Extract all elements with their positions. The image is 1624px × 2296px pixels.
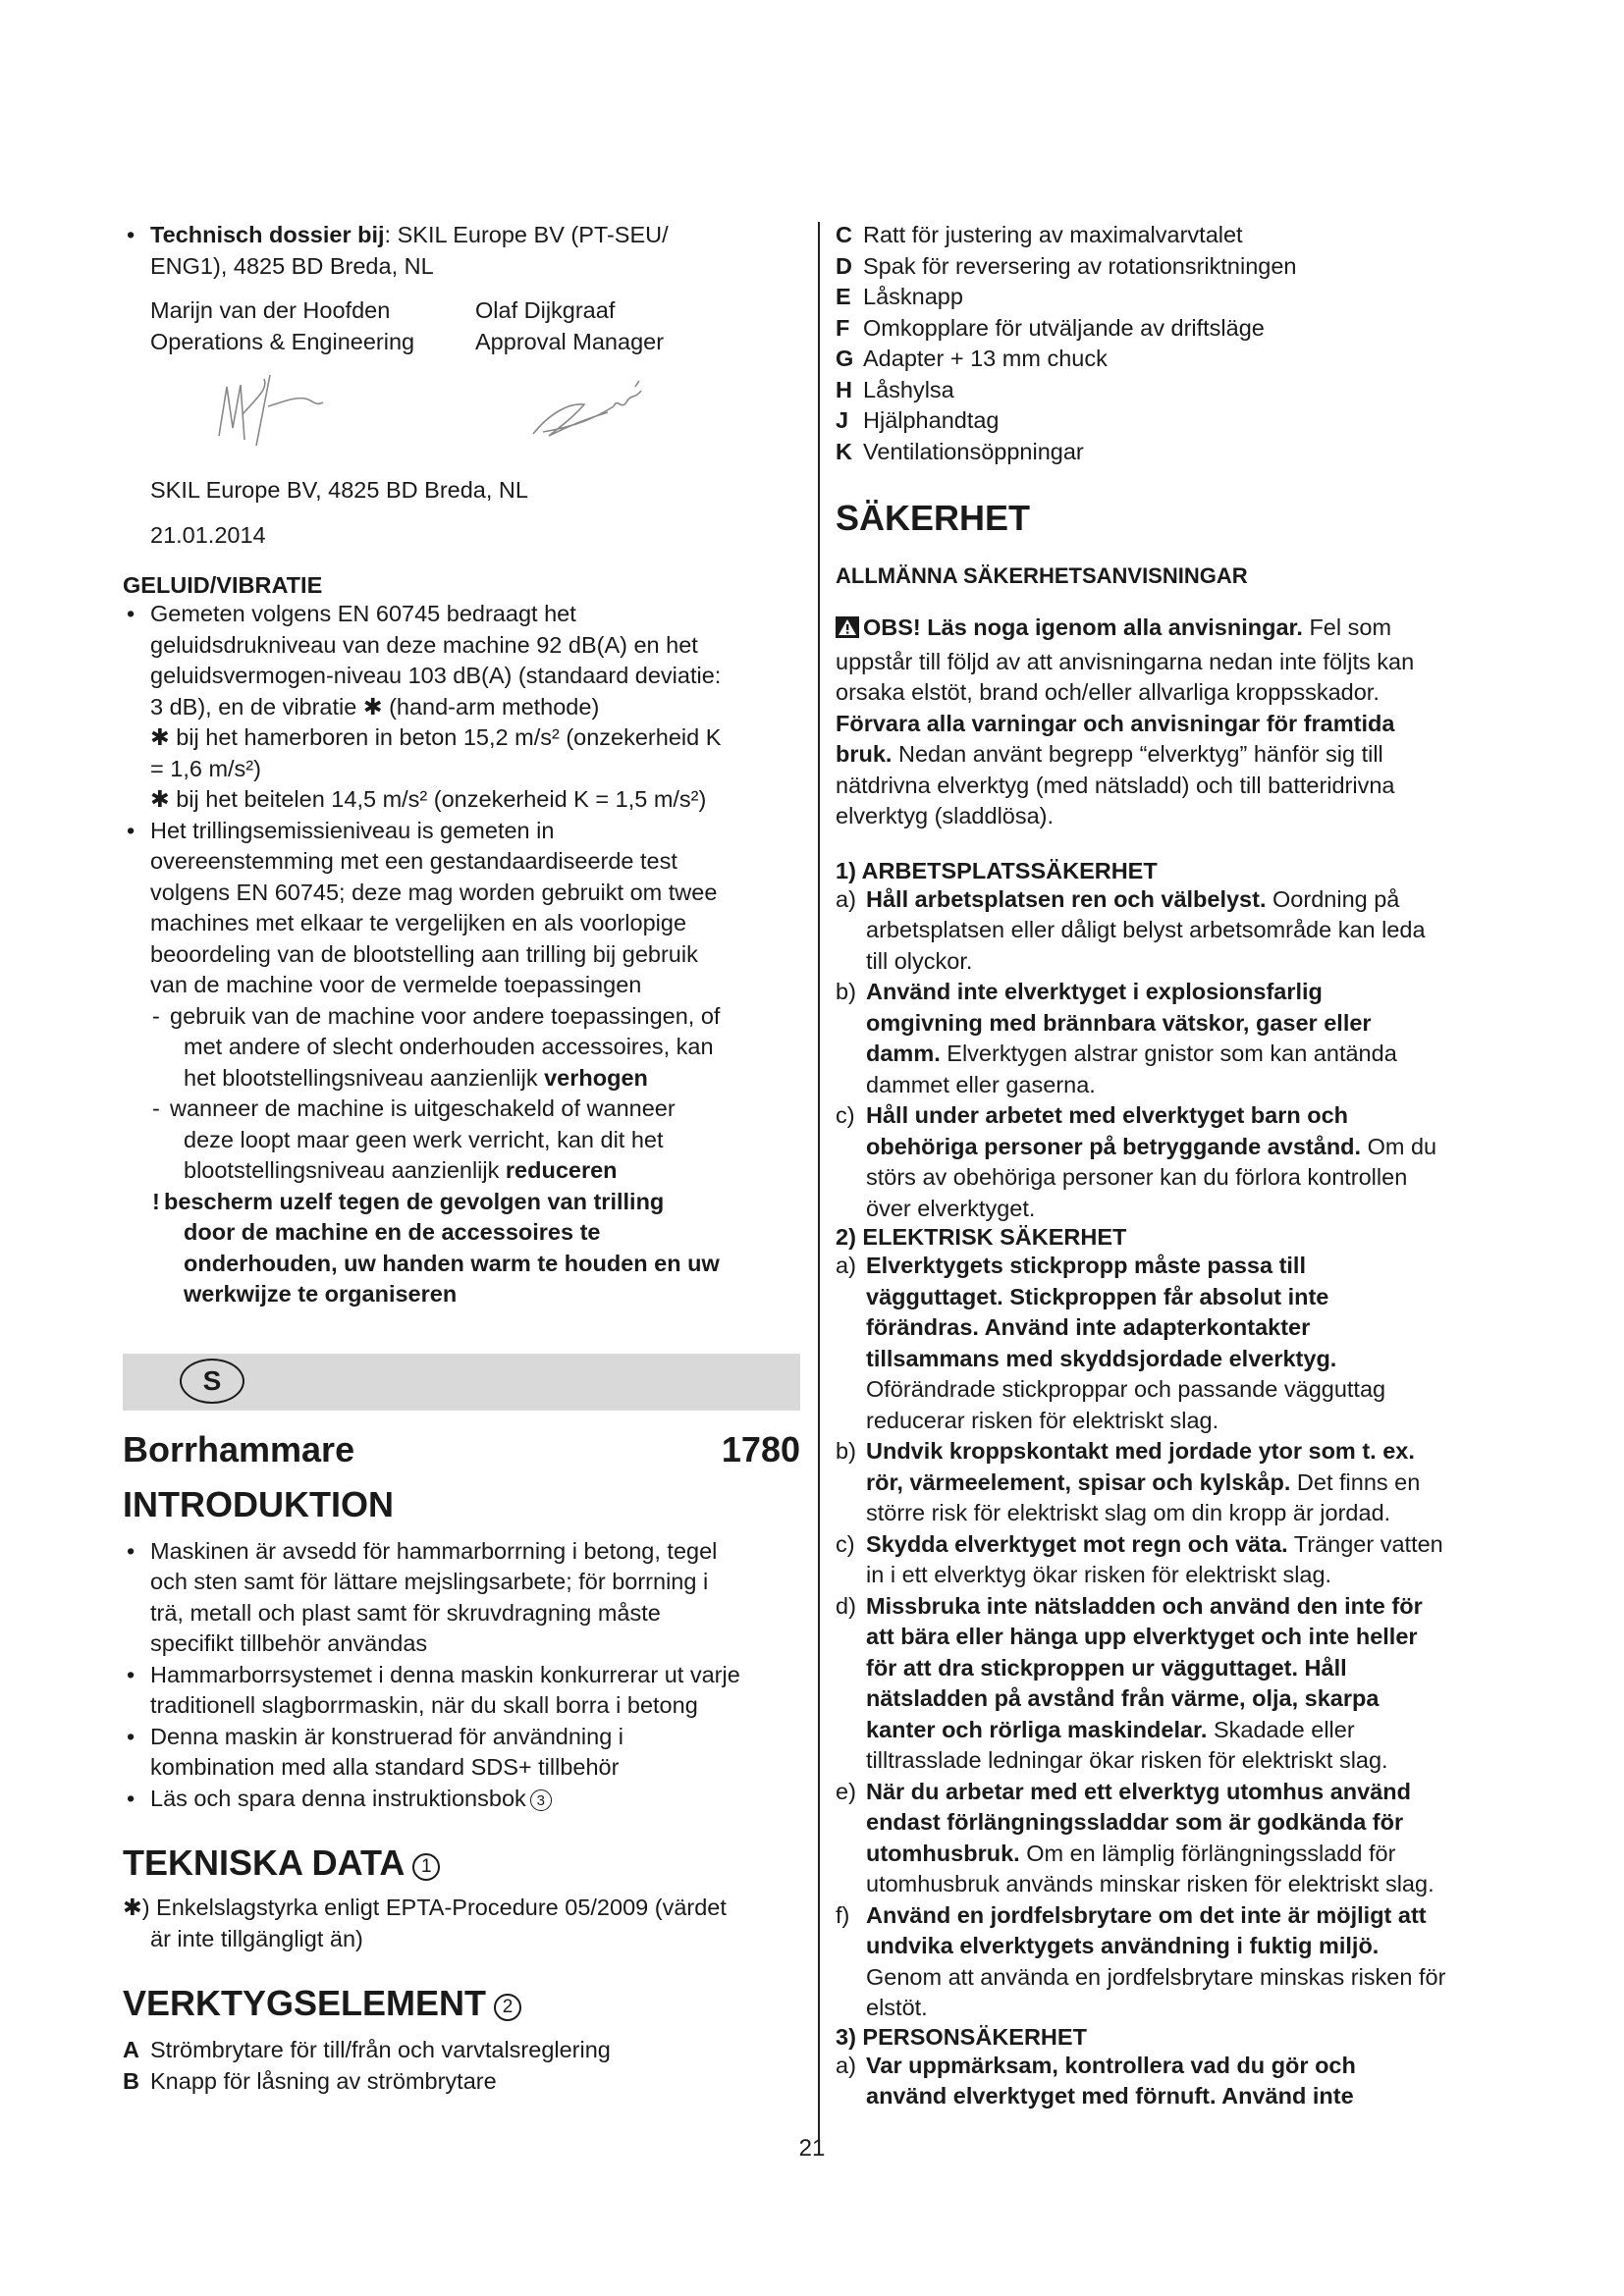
right-column	[836, 220, 1513, 2112]
item-letter: c)	[836, 1530, 855, 1557]
element-text: Låshylsa	[863, 376, 954, 402]
figure-ref-icon: 2	[494, 1994, 521, 2021]
element-letter: K	[836, 438, 852, 464]
text-line: Nedan använt begrepp “elverktyg” hänför sig till	[892, 741, 1383, 767]
tool-element-h	[836, 375, 1513, 406]
item-letter: b)	[836, 1438, 856, 1464]
safety-2e	[836, 1777, 1513, 1900]
signatory-role: Operations & Engineering	[150, 328, 415, 354]
signatory-2	[475, 295, 800, 357]
intro-bullet-3	[123, 1722, 800, 1784]
text-line: Fel som	[1302, 614, 1392, 640]
tool-element-k	[836, 437, 1513, 468]
declaration-date: 21.01.2014	[150, 521, 266, 548]
page-number: 21	[798, 2135, 826, 2162]
text-line: Elverktygen alstrar gnistor som kan antända	[940, 1041, 1397, 1066]
product-number: 1780	[721, 1428, 800, 1469]
text-line: bruk.	[836, 741, 893, 767]
element-text: Låsknapp	[863, 284, 963, 309]
bullet: •	[127, 1537, 135, 1564]
work-area-safety-heading: 1) ARBETSPLATSSÄKERHET	[836, 857, 1158, 883]
intro-bullet-1	[123, 1536, 800, 1660]
text-line: traditionell slagborrmaskin, när du skall borra i betong	[150, 1692, 698, 1718]
element-text: Spak för reversering av rotationsriktningen	[863, 252, 1297, 279]
text-line: rör, värmeelement, spisar och kylskåp.	[866, 1468, 1291, 1495]
safety-heading: SÄKERHET	[836, 498, 1031, 538]
text-line: kombination med alla standard SDS+ tillbehör	[150, 1754, 620, 1780]
text-line: dammet eller gaserna.	[866, 1071, 1096, 1097]
element-text: Ratt för justering av maximalvarvtalet	[863, 222, 1243, 247]
safety-3a	[836, 2051, 1513, 2112]
safety-2d	[836, 1591, 1513, 1777]
text-line: Genom att använda en jordfelsbrytare minskas risken för	[866, 1963, 1446, 1990]
signatory-name: Olaf Dijkgraaf	[475, 297, 616, 323]
item-letter: a)	[836, 2052, 856, 2078]
element-text: Ventilationsöppningar	[863, 438, 1084, 464]
intro-bullet-2	[123, 1660, 800, 1722]
figure-ref-icon: 3	[530, 1789, 552, 1811]
element-letter: E	[836, 284, 851, 309]
element-letter: J	[836, 407, 849, 433]
column-divider	[818, 222, 820, 2141]
text-line: door de machine en de accessoires te	[184, 1219, 601, 1245]
dossier-text: : SKIL Europe BV (PT-SEU/	[384, 222, 669, 247]
element-text: Omkopplare för utväljande av driftsläge	[863, 314, 1265, 341]
text-line: het blootstellingsniveau aanzienlijk	[184, 1064, 545, 1091]
text-line: elstöt.	[866, 1995, 928, 2020]
text-line: geluidsdrukniveau van deze machine 92 dB(A) en het	[150, 631, 698, 658]
text-line: och sten samt för lättare mejslingsarbete; för borrning i	[150, 1569, 709, 1594]
language-badge-icon: S	[180, 1359, 244, 1404]
element-letter: G	[836, 346, 854, 371]
emphasis: reduceren	[505, 1157, 618, 1183]
dash-item-2	[123, 1094, 800, 1187]
text-line: elverktyg (sladdlösa).	[836, 803, 1055, 828]
text-line: över elverktyget.	[866, 1195, 1036, 1221]
text-line: specifikt tillbehör användas	[150, 1630, 428, 1656]
dossier-text-2: ENG1), 4825 BD Breda, NL	[150, 252, 434, 279]
signatures	[123, 361, 800, 471]
text-line: wanneer de machine is uitgeschakeld of wanneer	[170, 1095, 676, 1121]
text-line: Hammarborrsystemet i denna maskin konkurrerar ut varje	[150, 1661, 740, 1687]
text-line: met andere of slecht onderhouden accessoires, kan	[184, 1034, 714, 1059]
safety-1a	[836, 884, 1513, 978]
text-line: Elverktygets stickpropp måste passa till	[866, 1253, 1306, 1278]
element-text: Adapter + 13 mm chuck	[863, 346, 1108, 371]
safety-1c	[836, 1100, 1513, 1224]
bullet: •	[127, 1723, 135, 1749]
company-address: SKIL Europe BV, 4825 BD Breda, NL	[150, 477, 528, 503]
bullet: •	[127, 1785, 135, 1811]
item-letter: a)	[836, 885, 856, 912]
dossier-label: Technisch dossier bij	[150, 222, 385, 247]
text-line: beoordeling van de blootstelling aan trilling bij gebruik	[150, 940, 698, 967]
element-letter: D	[836, 252, 852, 279]
text-line: bescherm uzelf tegen de gevolgen van trilling	[164, 1188, 665, 1214]
text-line: Läs och spara denna instruktionsbok	[150, 1785, 526, 1811]
text-line: Om du	[1361, 1133, 1437, 1159]
signatory-role: Approval Manager	[475, 328, 665, 354]
safety-2a	[836, 1251, 1513, 1436]
intro-bullet-4	[123, 1784, 800, 1815]
text-line: Oförändrade stickproppar och passande vägguttag	[866, 1376, 1386, 1402]
text-line: När du arbetar med ett elverktyg utomhus använd	[866, 1778, 1412, 1804]
text-line: förändras. Använd inte adapterkontakter	[866, 1314, 1311, 1340]
noise-bullet-2	[123, 816, 800, 1001]
text-line: till olyckor.	[866, 947, 973, 974]
text-line: kanter och rörliga maskindelar.	[866, 1716, 1208, 1742]
bullet: •	[127, 817, 135, 843]
text-line: gebruik van de machine voor andere toepassingen, of	[170, 1002, 721, 1029]
text-line: Använd inte elverktyget i explosionsfarlig	[866, 979, 1323, 1004]
text-line: Var uppmärksam, kontrollera vad du gör och	[866, 2052, 1356, 2078]
text-line: för att dra stickproppen ur vägguttaget. Håll	[866, 1654, 1347, 1681]
signature-2-image	[480, 361, 800, 471]
text-line: damm.	[866, 1041, 941, 1066]
noise-bullet-1	[123, 599, 800, 816]
personal-safety-heading: 3) PERSONSÄKERHET	[836, 2023, 1087, 2050]
text-line: volgens EN 60745; deze mag worden gebruikt om twee	[150, 879, 718, 905]
language-bar	[123, 1354, 800, 1411]
dash-marker: -	[152, 1095, 160, 1121]
technical-data-heading	[123, 1840, 800, 1887]
text-line: Använd en jordfelsbrytare om det inte är möjligt att	[866, 1901, 1427, 1928]
heading-text: TEKNISKA DATA	[123, 1842, 406, 1883]
product-title	[123, 1428, 800, 1471]
text-line: nätdrivna elverktyg (med nätsladd) och till batteridrivna	[836, 772, 1395, 798]
safety-2c	[836, 1529, 1513, 1591]
element-text: Strömbrytare för till/från och varvtalsreglering	[150, 2037, 611, 2062]
tool-element-f	[836, 313, 1513, 345]
tool-element-g	[836, 344, 1513, 375]
text-line: Missbruka inte nätsladden och använd den inte för	[866, 1592, 1423, 1619]
text-line: in i ett elverktyg ökar risken för elektriskt slag.	[866, 1562, 1332, 1587]
text-line: endast förlängningssladdar som är godkända för	[866, 1809, 1404, 1835]
exclamation-icon: !	[152, 1188, 160, 1214]
text-line: undvika elverktygets användning i fuktig miljö.	[866, 1933, 1380, 1958]
text-line: utomhusbruk används minskar risken för elektriskt slag.	[866, 1871, 1435, 1896]
element-letter: B	[123, 2067, 139, 2094]
text-line: utomhusbruk.	[866, 1840, 1020, 1866]
dash-item-1	[123, 1001, 800, 1095]
vibration-warning	[123, 1187, 800, 1310]
tool-element-b	[123, 2066, 800, 2098]
signature-1-image	[150, 361, 480, 471]
tool-element-d	[836, 251, 1513, 283]
tool-element-a	[123, 2035, 800, 2066]
text-line: Håll under arbetet med elverktyget barn och	[866, 1102, 1349, 1128]
text-line: onderhouden, uw handen warm te houden en uw	[184, 1250, 720, 1276]
text-line: Om en lämplig förlängningssladd för	[1019, 1840, 1396, 1866]
dash-marker: -	[152, 1002, 160, 1029]
text-line: Det finns en	[1290, 1468, 1421, 1495]
text-line: Undvik kroppskontakt med jordade ytor som t. ex.	[866, 1438, 1415, 1464]
emphasis: verhogen	[544, 1064, 648, 1091]
bullet: •	[127, 222, 135, 247]
element-letter: H	[836, 376, 852, 402]
text-line: werkwijze te organiseren	[184, 1281, 458, 1307]
text-line: nätsladden på avstånd från värme, olja, skarpa	[866, 1685, 1380, 1711]
noise-vibration-heading: GELUID/VIBRATIE	[123, 572, 323, 598]
technical-note	[123, 1893, 800, 1954]
text-line: är inte tillgängligt än)	[150, 1925, 363, 1951]
text-line: Het trillingsemissieniveau is gemeten in	[150, 817, 555, 843]
text-line: ✱) Enkelslagstyrka enligt EPTA-Procedure 05/2009 (värdet	[123, 1895, 727, 1920]
heading-text: VERKTYGSELEMENT	[123, 1983, 487, 2023]
item-letter: f)	[836, 1901, 850, 1928]
text-line: arbetsplatsen eller dåligt belyst arbetsområde kan leda	[866, 917, 1426, 942]
signatory-1	[150, 295, 475, 357]
bullet: •	[127, 601, 135, 626]
text-line: Maskinen är avsedd för hammarborrning i betong, tegel	[150, 1537, 718, 1564]
text-line: störs av obehöriga personer kan du förlora kontrollen	[866, 1164, 1408, 1190]
text-line: uppstår till följd av att anvisningarna nedan inte följts kan	[836, 648, 1415, 674]
safety-2b	[836, 1436, 1513, 1529]
tool-elements-heading	[123, 1980, 800, 2027]
general-warning	[836, 613, 1513, 832]
text-line: att bära eller hänga upp elverktyget och inte heller	[866, 1624, 1418, 1649]
text-line: Gemeten volgens EN 60745 bedraagt het	[150, 601, 576, 626]
text-line: machines met elkaar te vergelijken en als voorlopige	[150, 910, 687, 935]
text-line: omgivning med brännbara vätskor, gaser eller	[866, 1009, 1372, 1036]
text-line: Denna maskin är konstruerad för användning i	[150, 1723, 624, 1749]
left-column	[123, 220, 800, 2097]
text-line: geluidsvermogen-niveau 103 dB(A) (standaard deviatie:	[150, 663, 722, 688]
item-letter: e)	[836, 1778, 856, 1804]
general-safety-heading: ALLMÄNNA SÄKERHETSANVISNINGAR	[836, 563, 1248, 588]
tool-element-j	[836, 405, 1513, 437]
safety-1b	[836, 977, 1513, 1100]
technical-dossier	[123, 220, 800, 282]
item-letter: d)	[836, 1592, 856, 1619]
element-text: Hjälphandtag	[863, 407, 1000, 433]
introduction-heading: INTRODUKTION	[123, 1483, 394, 1524]
warning-triangle-icon	[836, 615, 859, 647]
text-line: OBS! Läs noga igenom alla anvisningar.	[863, 614, 1303, 640]
text-line: 3 dB), en de vibratie ✱ (hand-arm methode)	[150, 693, 600, 720]
text-line: reducerar risken för elektriskt slag.	[866, 1407, 1219, 1433]
text-line: Oordning på	[1266, 885, 1400, 912]
item-letter: c)	[836, 1102, 855, 1128]
signatories	[123, 295, 800, 357]
vibration-hammer-drilling: ✱ bij het hamerboren in beton 15,2 m/s² (onzekerheid K	[150, 724, 722, 750]
text-line: overeenstemming met een gestandaardiseerde test	[150, 848, 677, 874]
bullet: •	[127, 1661, 135, 1687]
item-letter: b)	[836, 979, 856, 1004]
vibration-hammer-uncertainty: = 1,6 m/s²)	[150, 755, 261, 781]
text-line: större risk för elektriskt slag om din kropp är jordad.	[866, 1500, 1391, 1525]
text-line: tillsammans med skyddsjordade elverktyg.	[866, 1345, 1337, 1371]
text-line: orsaka elstöt, brand och/eller allvarliga kroppsskador.	[836, 679, 1380, 705]
text-line: tilltrasslade ledningar ökar risken för elektriskt slag.	[866, 1747, 1388, 1773]
text-line: vägguttaget. Stickproppen får absolut inte	[866, 1283, 1329, 1309]
element-letter: A	[123, 2037, 139, 2062]
text-line: Förvara alla varningar och anvisningar för framtida	[836, 710, 1395, 736]
text-line: Skadade eller	[1207, 1716, 1355, 1742]
text-line: obehöriga personer på betryggande avstånd.	[866, 1133, 1362, 1159]
text-line: trä, metall och plast samt för skruvdragning måste	[150, 1599, 661, 1626]
tool-element-c	[836, 220, 1513, 251]
element-text: Knapp för låsning av strömbrytare	[150, 2067, 497, 2094]
signatory-name: Marijn van der Hoofden	[150, 297, 391, 323]
text-line: van de machine voor de vermelde toepassingen	[150, 972, 642, 997]
text-line: Håll arbetsplatsen ren och välbelyst.	[866, 885, 1267, 912]
vibration-chiselling: ✱ bij het beitelen 14,5 m/s² (onzekerheid K = 1,5 m/s²)	[150, 786, 707, 812]
text-line: deze loopt maar geen werk verricht, kan dit het	[184, 1126, 664, 1152]
text-line: Tränger vatten	[1287, 1530, 1443, 1557]
text-line: använd elverktyget med förnuft. Använd inte	[866, 2083, 1354, 2109]
electrical-safety-heading: 2) ELEKTRISK SÄKERHET	[836, 1224, 1127, 1250]
tool-element-e	[836, 282, 1513, 313]
item-letter: a)	[836, 1253, 856, 1278]
element-letter: C	[836, 222, 852, 247]
text-line: Skydda elverktyget mot regn och väta.	[866, 1530, 1288, 1557]
figure-ref-icon: 1	[412, 1853, 440, 1881]
element-letter: F	[836, 314, 850, 341]
product-name: Borrhammare	[123, 1428, 355, 1469]
safety-2f	[836, 1900, 1513, 2024]
text-line: blootstellingsniveau aanzienlijk	[184, 1157, 506, 1183]
